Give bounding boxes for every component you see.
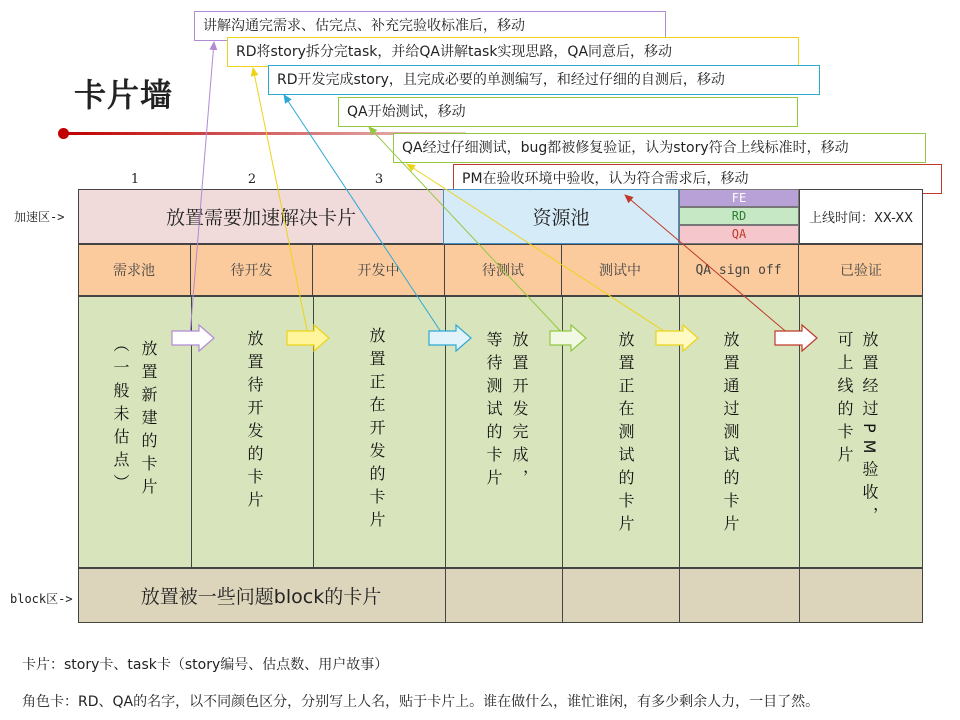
- block-arrow-1: [172, 325, 214, 351]
- note-qa-done: QA经过仔细测试，bug都被修复验证，认为story符合上线标准时，移动: [393, 133, 926, 163]
- block-zone-label: block区->: [10, 592, 73, 606]
- column-header-verified: 已验证: [840, 263, 882, 279]
- column-header-wait-test: 待测试: [445, 244, 562, 296]
- release-time: 上线时间：XX-XX: [799, 189, 923, 244]
- block-arrow-4: [550, 325, 586, 351]
- connector-line-6: [625, 195, 790, 335]
- card-backlog-note: （一般未估点）: [111, 336, 130, 497]
- block-arrow-5: [656, 325, 698, 351]
- connector-line-2: [253, 68, 308, 335]
- block-arrow-2: [287, 325, 329, 351]
- role-card-rd: RD: [679, 207, 799, 225]
- role-card-fe: FE: [679, 189, 799, 207]
- connector-line-4: [369, 127, 564, 335]
- footer-cards-note: 卡片：story卡、task卡（story编号、估点数、用户故事）: [22, 657, 389, 673]
- card-verified-note: 可上线的卡片: [835, 331, 854, 469]
- column-number-3: 3: [374, 172, 384, 187]
- connector-line-1: [190, 42, 214, 335]
- block-arrow-3: [429, 325, 471, 351]
- card-wait-test-note: 等待测试的卡片: [484, 331, 503, 492]
- card-backlog-text: 放置新建的卡片: [139, 340, 158, 501]
- note-dev-done: RD开发完成story，且完成必要的单测编写，和经过仔细的自测后，移动: [268, 65, 820, 95]
- note-split-task: RD将story拆分完task，并给QA讲解task实现思路，QA同意后，移动: [227, 37, 799, 67]
- card-doing-text: 放置正在开发的卡片: [367, 327, 386, 534]
- note-qa-start: QA开始测试，移动: [338, 97, 798, 127]
- card-todo-text: 放置待开发的卡片: [245, 330, 264, 514]
- connector-line-5: [407, 164, 670, 335]
- column-header-signoff: QA sign off: [679, 244, 799, 296]
- role-card-qa: QA: [679, 225, 799, 244]
- card-verified-text: 放置经过PM验收，: [860, 331, 879, 530]
- footer-roles-note: 角色卡：RD、QA的名字，以不同颜色区分，分别写上人名，贴于卡片上。谁在做什么，谁忙谁闲，有多少剩余人力，一目了然。: [22, 694, 820, 710]
- column-header-doing: 开发中: [313, 244, 445, 296]
- column-number-2: 2: [247, 172, 257, 187]
- column-header-testing: 测试中: [562, 244, 679, 296]
- accelerate-zone-text: 放置需要加速解决卡片: [165, 207, 356, 229]
- card-wait-test-text: 放置开发完成，: [510, 331, 529, 492]
- block-arrow-6: [775, 325, 817, 351]
- column-header-todo: 待开发: [191, 244, 313, 296]
- block-zone-text: 放置被一些问题block的卡片: [140, 586, 382, 608]
- note-pm-accept: PM在验收环境中验收，认为符合需求后，移动: [453, 164, 942, 194]
- note-discuss-done: 讲解沟通完需求、估完点、补充完验收标准后，移动: [194, 11, 666, 41]
- card-signoff-text: 放置通过测试的卡片: [721, 331, 740, 538]
- column-number-1: 1: [130, 172, 140, 187]
- column-header-backlog: 需求池: [78, 244, 191, 296]
- page-title: 卡片墙: [74, 76, 174, 114]
- resource-pool: 资源池: [443, 189, 679, 244]
- accelerate-zone-label: 加速区->: [14, 210, 65, 224]
- card-testing-text: 放置正在测试的卡片: [616, 331, 635, 538]
- connector-line-3: [284, 95, 443, 335]
